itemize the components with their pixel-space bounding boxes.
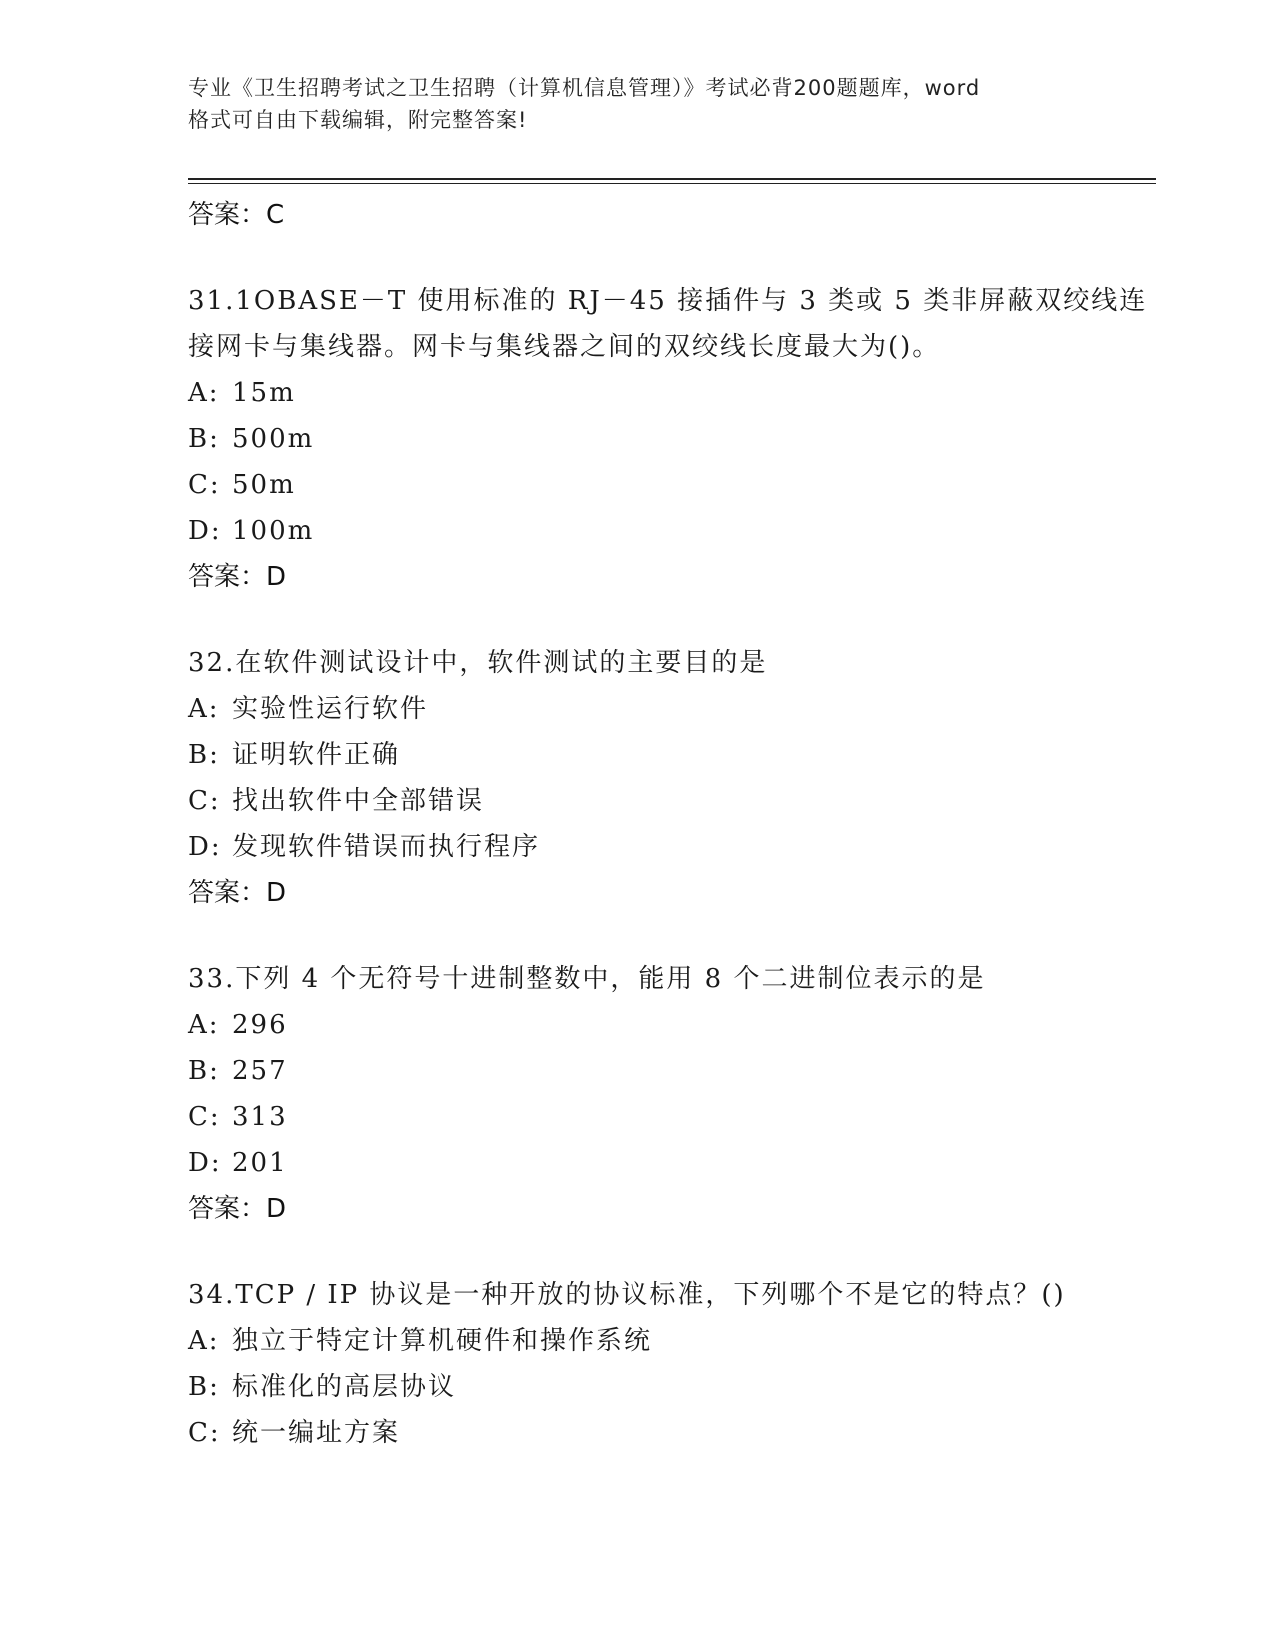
question-block [188,278,1156,600]
spacer [188,600,1156,640]
option-d [188,1140,1156,1186]
header-divider-thin [188,183,1156,184]
option-text: 296 [232,1010,288,1040]
answer-line: 答案：D [188,878,287,908]
header-divider-thick [188,178,1156,180]
previous-answer: 答案：C [188,200,285,230]
option-text: 50m [232,470,296,500]
option-letter: A: [188,1326,220,1356]
header-line-2: 格式可自由下载编辑，附完整答案! [188,108,528,132]
option-text: 独立于特定计算机硬件和操作系统 [232,1326,653,1356]
option-letter: A: [188,1010,220,1040]
question-list [188,192,1156,1456]
option-a [188,370,1156,416]
question-stem-line: 32.在软件测试设计中，软件测试的主要目的是 [188,648,768,678]
question-stem-line: 33.下列 4 个无符号十进制整数中，能用 8 个二进制位表示的是 [188,964,986,994]
option-letter: D: [188,1148,222,1178]
spacer [188,238,1156,278]
question-block [188,1272,1156,1456]
option-letter: C: [188,786,221,816]
option-b [188,1048,1156,1094]
option-text: 100m [232,516,315,546]
option-d [188,824,1156,870]
option-a [188,686,1156,732]
document-header [188,72,1088,136]
option-c [188,1410,1156,1456]
option-text: 发现软件错误而执行程序 [232,832,541,862]
option-text: 201 [232,1148,288,1178]
option-b [188,732,1156,778]
option-text: 500m [232,424,315,454]
option-text: 找出软件中全部错误 [232,786,485,816]
option-b [188,1364,1156,1410]
option-d [188,508,1156,554]
option-text: 标准化的高层协议 [232,1372,457,1402]
option-text: 15m [232,378,296,408]
option-letter: D: [188,516,222,546]
question-block [188,640,1156,916]
question-block [188,956,1156,1232]
header-line-1: 专业《卫生招聘考试之卫生招聘（计算机信息管理）》考试必背200题题库，word [188,76,981,100]
option-letter: A: [188,378,220,408]
option-letter: C: [188,1418,221,1448]
answer-line: 答案：D [188,1194,287,1224]
spacer [188,916,1156,956]
option-a [188,1002,1156,1048]
option-letter: D: [188,832,222,862]
spacer [188,1232,1156,1272]
option-text: 证明软件正确 [232,740,401,770]
option-c [188,778,1156,824]
question-stem-line: 31.1OBASE－T 使用标准的 RJ－45 接插件与 3 类或 5 类非屏蔽双绞线连 [188,286,1148,316]
option-text: 313 [232,1102,288,1132]
option-letter: A: [188,694,220,724]
question-stem-line: 34.TCP / IP 协议是一种开放的协议标准，下列哪个不是它的特点？() [188,1280,1066,1310]
option-letter: B: [188,1056,220,1086]
option-letter: B: [188,1372,220,1402]
option-letter: C: [188,470,221,500]
option-b [188,416,1156,462]
option-c [188,1094,1156,1140]
question-stem-line: 接网卡与集线器。网卡与集线器之间的双绞线长度最大为()。 [188,332,941,362]
option-text: 统一编址方案 [232,1418,401,1448]
option-letter: C: [188,1102,221,1132]
option-text: 实验性运行软件 [232,694,429,724]
option-text: 257 [232,1056,288,1086]
option-letter: B: [188,424,220,454]
option-letter: B: [188,740,220,770]
option-c [188,462,1156,508]
answer-line: 答案：D [188,562,287,592]
option-a [188,1318,1156,1364]
